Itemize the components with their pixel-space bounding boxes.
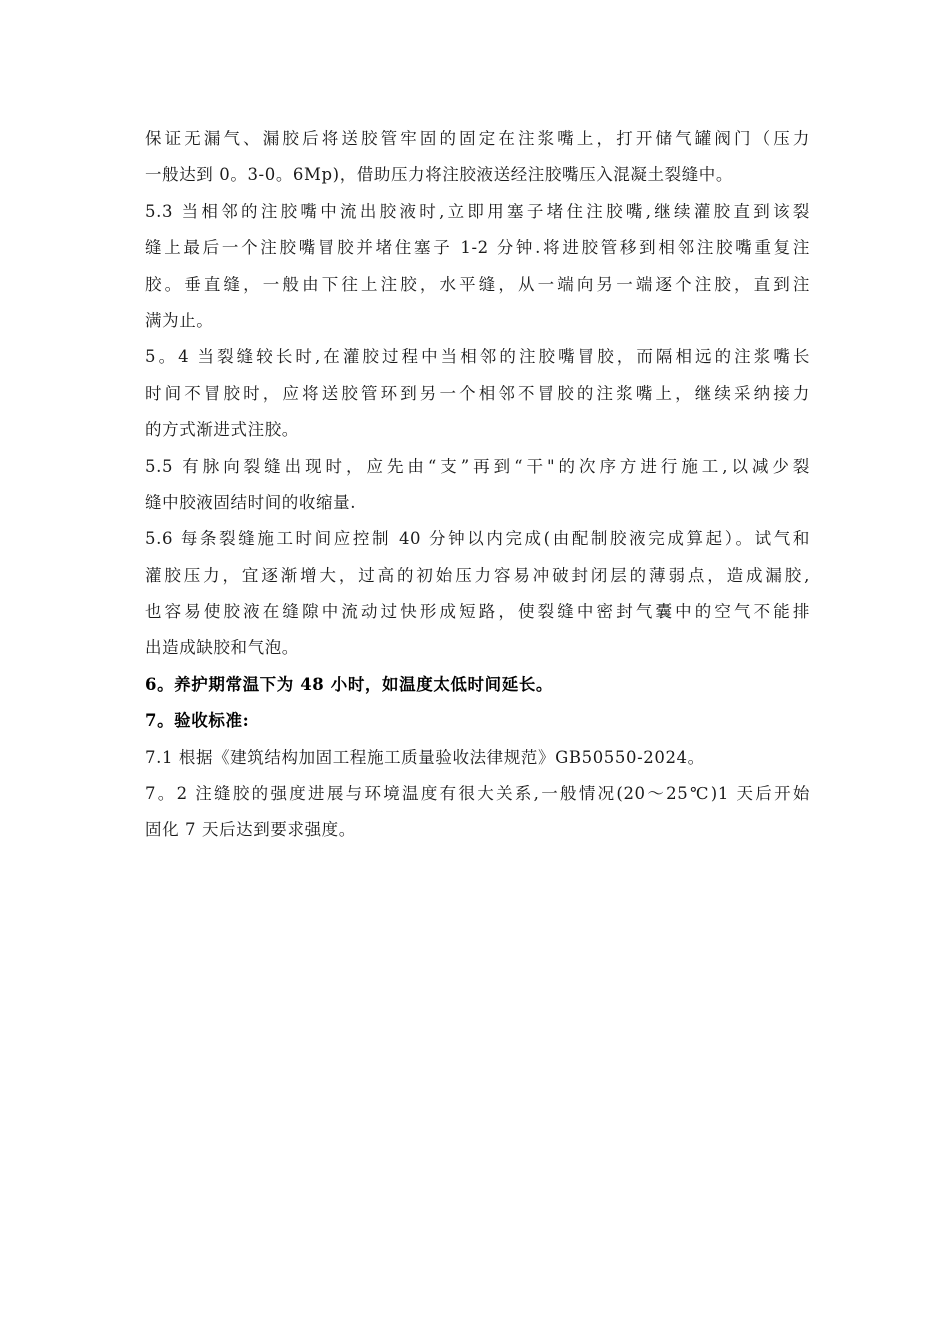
paragraph-line: 缝中胶液固结时间的收缩量. [145, 492, 357, 512]
document-body [145, 121, 810, 849]
paragraph-line: 5。4 当裂缝较长时,在灌胶过程中当相邻的注胶嘴冒胶，而隔相远的注浆嘴长 [145, 347, 810, 367]
paragraph-line: 出造成缺胶和气泡。 [145, 638, 299, 658]
section-heading-curing: 6。养护期常温下为 48 小时，如温度太低时间延长。 [145, 674, 554, 694]
paragraph-line: 也容易使胶液在缝隙中流动过快形成短路，使裂缝中密封气囊中的空气不能排 [145, 602, 810, 622]
paragraph-line: 灌胶压力，宜逐渐增大，过高的初始压力容易冲破封闭层的薄弱点，造成漏胶, [145, 565, 810, 585]
paragraph-line: 缝上最后一个注胶嘴冒胶并堵住塞子 1-2 分钟.将进胶管移到相邻注胶嘴重复注 [145, 238, 810, 258]
paragraph-line: 一般达到 0。3-0。6Mp)，借助压力将注胶液送经注胶嘴压入混凝土裂缝中。 [145, 165, 734, 185]
paragraph-line: 5.3 当相邻的注胶嘴中流出胶液时,立即用塞子堵住注胶嘴,继续灌胶直到该裂 [145, 201, 810, 221]
paragraph-line: 7。2 注缝胶的强度进展与环境温度有很大关系,一般情况(20～25℃)1 天后开始 [145, 784, 810, 804]
paragraph-line: 保证无漏气、漏胶后将送胶管牢固的固定在注浆嘴上，打开储气罐阀门（压力 [145, 129, 810, 148]
paragraph-line: 7.1 根据《建筑结构加固工程施工质量验收法律规范》GB50550-2024。 [145, 747, 705, 767]
paragraph-line: 胶。垂直缝，一般由下往上注胶，水平缝，从一端向另一端逐个注胶，直到注 [145, 274, 810, 294]
paragraph-line: 5.5 有脉向裂缝出现时，应先由“支”再到“干"的次序方进行施工,以减少裂 [145, 456, 810, 476]
paragraph-line: 时间不冒胶时，应将送胶管环到另一个相邻不冒胶的注浆嘴上，继续采纳接力 [145, 383, 810, 403]
paragraph-line: 5.6 每条裂缝施工时间应控制 40 分钟以内完成(由配制胶液完成算起）。试气和 [145, 529, 810, 549]
section-heading-acceptance: 7。验收标准: [145, 711, 250, 731]
paragraph-line: 固化 7 天后达到要求强度。 [145, 820, 356, 840]
paragraph-line: 满为止。 [145, 310, 214, 330]
paragraph-line: 的方式渐进式注胶。 [145, 420, 299, 440]
